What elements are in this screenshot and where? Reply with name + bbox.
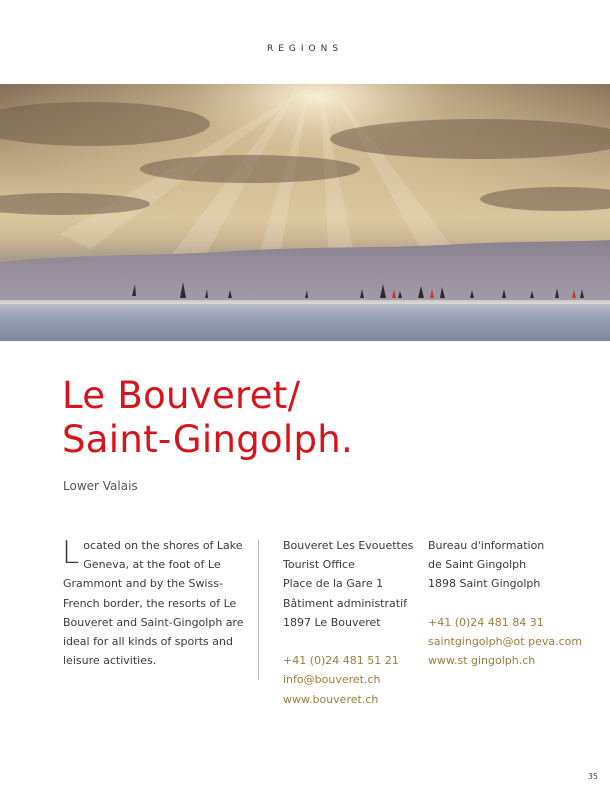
contact-office: Tourist Office xyxy=(283,558,355,572)
article-title xyxy=(62,374,353,462)
intro-paragraph xyxy=(63,536,259,670)
contact-city: 1897 Le Bouveret xyxy=(283,615,381,629)
contact-web-link[interactable]: www.bouveret.ch xyxy=(283,692,379,706)
intro-text: ocated on the shores of Lake Geneva, at the foot of Le Grammont and by the Swiss-French border, the resorts of Le Bouveret and Saint-Gingolph are ideal for all kinds of sports and leisure activities. xyxy=(63,539,244,668)
contact-email-link[interactable]: info@bouveret.ch xyxy=(283,673,381,687)
contact-name: Bouveret Les Evouettes xyxy=(283,539,414,552)
drop-cap: L xyxy=(62,535,80,571)
title-line-2: Saint-Gingolph. xyxy=(62,418,354,461)
contact-phone: +41 (0)24 481 51 21 xyxy=(283,654,399,668)
section-label: REGIONS xyxy=(266,44,344,54)
article-subtitle: Lower Valais xyxy=(63,479,138,493)
contact-name: Bureau d'information xyxy=(428,539,545,552)
contact-office: de Saint Gingolph xyxy=(428,558,527,572)
hero-illustration xyxy=(0,84,610,341)
contact-gingolph xyxy=(428,536,582,670)
contact-city: 1898 Saint Gingolph xyxy=(428,577,541,591)
lake-water xyxy=(0,302,610,341)
contact-email-link[interactable]: saintgingolph@ot peva.com xyxy=(428,635,583,648)
contact-address-1: Place de la Gare 1 xyxy=(283,577,384,591)
contact-web-link[interactable]: www.st gingolph.ch xyxy=(428,654,536,668)
title-line-1: Le Bouveret/ xyxy=(62,374,301,417)
lake-sailboats-photo xyxy=(0,84,610,341)
contact-address-2: Bâtiment administratif xyxy=(283,596,407,610)
column-divider xyxy=(258,540,259,680)
contact-phone: +41 (0)24 481 84 31 xyxy=(428,615,544,629)
page-number: 35 xyxy=(587,772,598,781)
contact-bouveret xyxy=(283,536,413,709)
